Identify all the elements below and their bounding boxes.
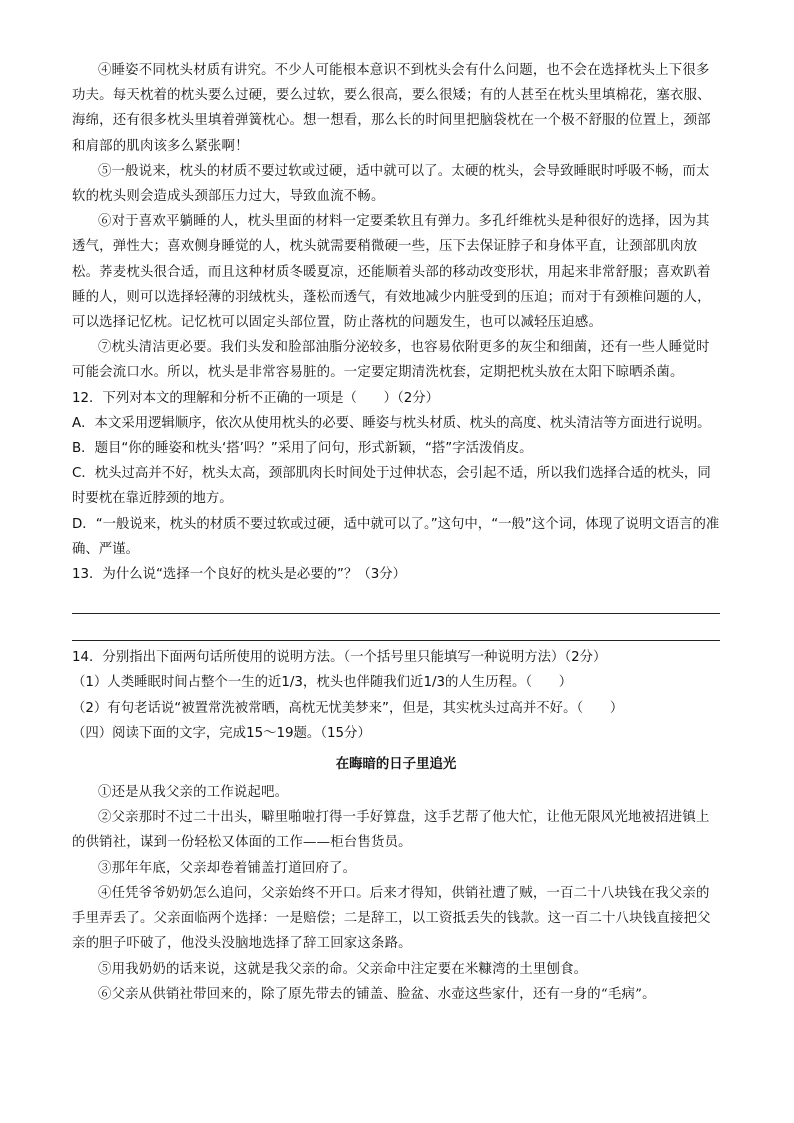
paragraph: ⑤用我奶奶的话来说，这就是我父亲的命。父亲命中注定要在米糠湾的土里刨食。 [98, 961, 588, 977]
sub-question: （1）人类睡眠时间占整个一生的近1/3，枕头也伴随我们近1/3的人生历程。（ ） [72, 675, 573, 691]
passage-father [72, 750, 720, 1007]
question-13 [72, 562, 720, 641]
paragraph: ⑦枕头清洁更必要。我们头发和脸部油脂分泌较多，也容易依附更多的灰尘和细菌，还有一些人睡觉时可能会流口水。所以，枕头是非常容易脏的。一定要定期清洗枕套，定期把枕头放在太阳下晾晒杀菌。 [72, 340, 710, 381]
exam-page [72, 58, 720, 1007]
answer-line[interactable] [72, 587, 720, 614]
question-stem: 12．下列对本文的理解和分析不正确的一项是（ ）（2分） [72, 390, 440, 406]
section-heading: （四）阅读下面的文字，完成15～19题。（15分） [72, 725, 371, 741]
answer-line[interactable] [72, 614, 720, 641]
paragraph: ②父亲那时不过二十出头，噼里啪啦打得一手好算盘，这手艺帮了他大忙，让他无限风光地被招进镇上的供销社，谋到一份轻松又体面的工作——柜台售货员。 [72, 810, 710, 851]
paragraph: ⑤一般说来，枕头的材质不要过软或过硬，适中就可以了。太硬的枕头，会导致睡眠时呼吸不畅，而太软的枕头则会造成头颈部压力过大，导致血流不畅。 [72, 163, 710, 205]
question-12 [72, 386, 720, 562]
paragraph: ①还是从我父亲的工作说起吧。 [98, 785, 289, 801]
passage-title: 在晦暗的日子里追光 [335, 756, 457, 773]
question-14 [72, 645, 720, 721]
option-a: A．本文采用逻辑顺序，依次从使用枕头的必要、睡姿与枕头材质、枕头的高度、枕头清洁等方面进行说明。 [72, 415, 711, 431]
paragraph: ⑥父亲从供销社带回来的，除了原先带去的铺盖、脸盆、水壶这些家什，还有一身的“毛病”。 [98, 986, 656, 1002]
option-b: B．题目“你的睡姿和枕头‘搭’吗？”采用了问句，形式新颖，“搭”字活泼俏皮。 [72, 441, 533, 457]
paragraph: ④睡姿不同枕头材质有讲究。不少人可能根本意识不到枕头会有什么问题，也不会在选择枕头上下很多功夫。每天枕着的枕头要么过硬，要么过软，要么很高，要么很矮；有的人甚至在枕头里填棉花，塞衣服、海绵，还有很多枕头里填着弹簧枕心。想一想看，那么长的时间里把脑袋枕在一个极不舒服的位置上，颈部和肩部的肌肉该多么紧张啊！ [72, 63, 711, 154]
paragraph: ④任凭爷爷奶奶怎么追问，父亲始终不开口。后来才得知，供销社遭了贼，一百二十八块钱在我父亲的手里弄丢了。父亲面临两个选择：一是赔偿；二是辞工，以工资抵丢失的钱款。这一百二十八块钱直接把父亲的胆子吓破了，他没头没脑地选择了辞工回家这条路。 [72, 885, 711, 952]
option-c: C．枕头过高并不好，枕头太高，颈部肌肉长时间处于过伸状态，会引起不适，所以我们选择合适的枕头，同时要枕在靠近脖颈的地方。 [72, 466, 711, 507]
paragraph: ③那年年底，父亲却卷着铺盖打道回府了。 [98, 860, 357, 876]
passage-pillow [72, 58, 720, 386]
paragraph: ⑥对于喜欢平躺睡的人，枕头里面的材料一定要柔软且有弹力。多孔纤维枕头是种很好的选择，因为其透气，弹性大；喜欢侧身睡觉的人，枕头就需要稍微硬一些，压下去保证脖子和身体平直，让颈部肌肉放松。荞麦枕头很合适，而且这种材质冬暖夏凉，还能顺着头部的移动改变形状，用起来非常舒服；喜欢趴着睡的人，则可以选择轻薄的羽绒枕头，蓬松而透气，有效地减少内脏受到的压迫；而对于有颈椎问题的人，可以选择记忆枕。记忆枕可以固定头部位置，防止落枕的问题发生，也可以减轻压迫感。 [72, 214, 711, 331]
question-stem: 13．为什么说“选择一个良好的枕头是必要的”？（3分） [72, 567, 407, 583]
option-d: D．“一般说来，枕头的材质不要过软或过硬，适中就可以了。”这句中，“一般”这个词，体现了说明文语言的准确、严谨。 [72, 516, 720, 557]
question-stem: 14．分别指出下面两句话所使用的说明方法。（一个括号里只能填写一种说明方法）（2分） [72, 650, 607, 666]
sub-question: （2）有句老话说“被置常洗被常晒，高枕无忧美梦来”，但是，其实枕头过高并不好。（ ） [72, 700, 624, 716]
